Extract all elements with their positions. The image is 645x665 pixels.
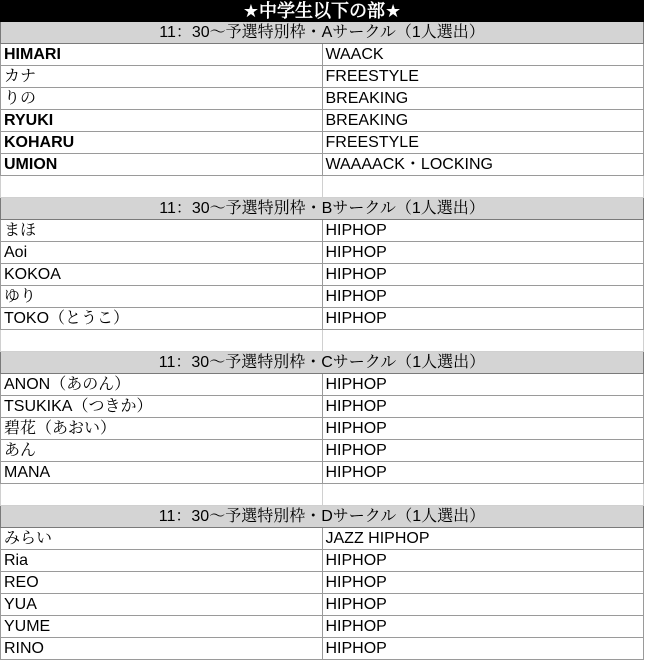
dancer-name-cell[interactable]: みらい: [1, 528, 323, 550]
spacer-row: [1, 176, 644, 198]
section-header-row: [1, 352, 644, 374]
table-row: [1, 616, 644, 638]
genre-cell[interactable]: JAZZ HIPHOP: [322, 528, 644, 550]
table-row: [1, 594, 644, 616]
section-header[interactable]: 11：30～予選特別枠・Aサークル（1人選出）: [1, 22, 644, 44]
spacer-row: [1, 330, 644, 352]
dancer-name-cell[interactable]: HIMARI: [1, 44, 323, 66]
genre-cell[interactable]: HIPHOP: [322, 286, 644, 308]
genre-cell[interactable]: HIPHOP: [322, 220, 644, 242]
genre-cell[interactable]: HIPHOP: [322, 462, 644, 484]
dancer-name-cell[interactable]: KOHARU: [1, 132, 323, 154]
table-row: [1, 550, 644, 572]
dancer-name-cell[interactable]: REO: [1, 572, 323, 594]
section-header[interactable]: 11：30～予選特別枠・Cサークル（1人選出）: [1, 352, 644, 374]
genre-cell[interactable]: FREESTYLE: [322, 132, 644, 154]
genre-cell[interactable]: HIPHOP: [322, 418, 644, 440]
section-header[interactable]: 11：30～予選特別枠・Bサークル（1人選出）: [1, 198, 644, 220]
table-row: [1, 220, 644, 242]
genre-cell[interactable]: HIPHOP: [322, 242, 644, 264]
dancer-name-cell[interactable]: YUME: [1, 616, 323, 638]
table-row: [1, 132, 644, 154]
table-row: [1, 638, 644, 660]
dancer-name-cell[interactable]: カナ: [1, 66, 323, 88]
section-header-row: [1, 22, 644, 44]
empty-cell[interactable]: [322, 330, 644, 352]
table-row: [1, 572, 644, 594]
section-header-row: [1, 506, 644, 528]
genre-cell[interactable]: WAACK: [322, 44, 644, 66]
table-row: [1, 66, 644, 88]
table-row: [1, 396, 644, 418]
genre-cell[interactable]: HIPHOP: [322, 594, 644, 616]
table-row: [1, 440, 644, 462]
dancer-name-cell[interactable]: 碧花（あおい）: [1, 418, 323, 440]
dancer-name-cell[interactable]: RYUKI: [1, 110, 323, 132]
table-row: [1, 44, 644, 66]
genre-cell[interactable]: FREESTYLE: [322, 66, 644, 88]
empty-cell[interactable]: [322, 176, 644, 198]
dancer-name-cell[interactable]: UMION: [1, 154, 323, 176]
genre-cell[interactable]: HIPHOP: [322, 264, 644, 286]
dancer-name-cell[interactable]: KOKOA: [1, 264, 323, 286]
table-row: [1, 374, 644, 396]
table-row: [1, 88, 644, 110]
sheet-title[interactable]: ★中学生以下の部★: [1, 1, 644, 22]
genre-cell[interactable]: HIPHOP: [322, 616, 644, 638]
genre-cell[interactable]: HIPHOP: [322, 440, 644, 462]
dancer-name-cell[interactable]: りの: [1, 88, 323, 110]
dancer-name-cell[interactable]: TSUKIKA（つきか）: [1, 396, 323, 418]
dancer-name-cell[interactable]: RINO: [1, 638, 323, 660]
table-row: [1, 528, 644, 550]
dancer-name-cell[interactable]: あん: [1, 440, 323, 462]
genre-cell[interactable]: HIPHOP: [322, 572, 644, 594]
table-row: [1, 462, 644, 484]
dancer-name-cell[interactable]: Ria: [1, 550, 323, 572]
table-row: [1, 308, 644, 330]
empty-cell[interactable]: [322, 484, 644, 506]
table-row: [1, 242, 644, 264]
genre-cell[interactable]: BREAKING: [322, 110, 644, 132]
genre-cell[interactable]: WAAAACK・LOCKING: [322, 154, 644, 176]
dancer-name-cell[interactable]: MANA: [1, 462, 323, 484]
empty-cell[interactable]: [1, 330, 323, 352]
genre-cell[interactable]: BREAKING: [322, 88, 644, 110]
genre-cell[interactable]: HIPHOP: [322, 374, 644, 396]
table-row: [1, 110, 644, 132]
section-header-row: [1, 198, 644, 220]
empty-cell[interactable]: [1, 176, 323, 198]
table-row: [1, 418, 644, 440]
table-row: [1, 286, 644, 308]
dancer-name-cell[interactable]: ANON（あのん）: [1, 374, 323, 396]
empty-cell[interactable]: [1, 484, 323, 506]
title-row: [1, 1, 644, 22]
table-row: [1, 264, 644, 286]
genre-cell[interactable]: HIPHOP: [322, 550, 644, 572]
table-row: [1, 154, 644, 176]
dancer-name-cell[interactable]: YUA: [1, 594, 323, 616]
section-header[interactable]: 11：30～予選特別枠・Dサークル（1人選出）: [1, 506, 644, 528]
dancer-name-cell[interactable]: TOKO（とうこ）: [1, 308, 323, 330]
dancer-name-cell[interactable]: まほ: [1, 220, 323, 242]
genre-cell[interactable]: HIPHOP: [322, 396, 644, 418]
genre-cell[interactable]: HIPHOP: [322, 638, 644, 660]
dancer-name-cell[interactable]: Aoi: [1, 242, 323, 264]
spacer-row: [1, 484, 644, 506]
genre-cell[interactable]: HIPHOP: [322, 308, 644, 330]
dancer-name-cell[interactable]: ゆり: [1, 286, 323, 308]
